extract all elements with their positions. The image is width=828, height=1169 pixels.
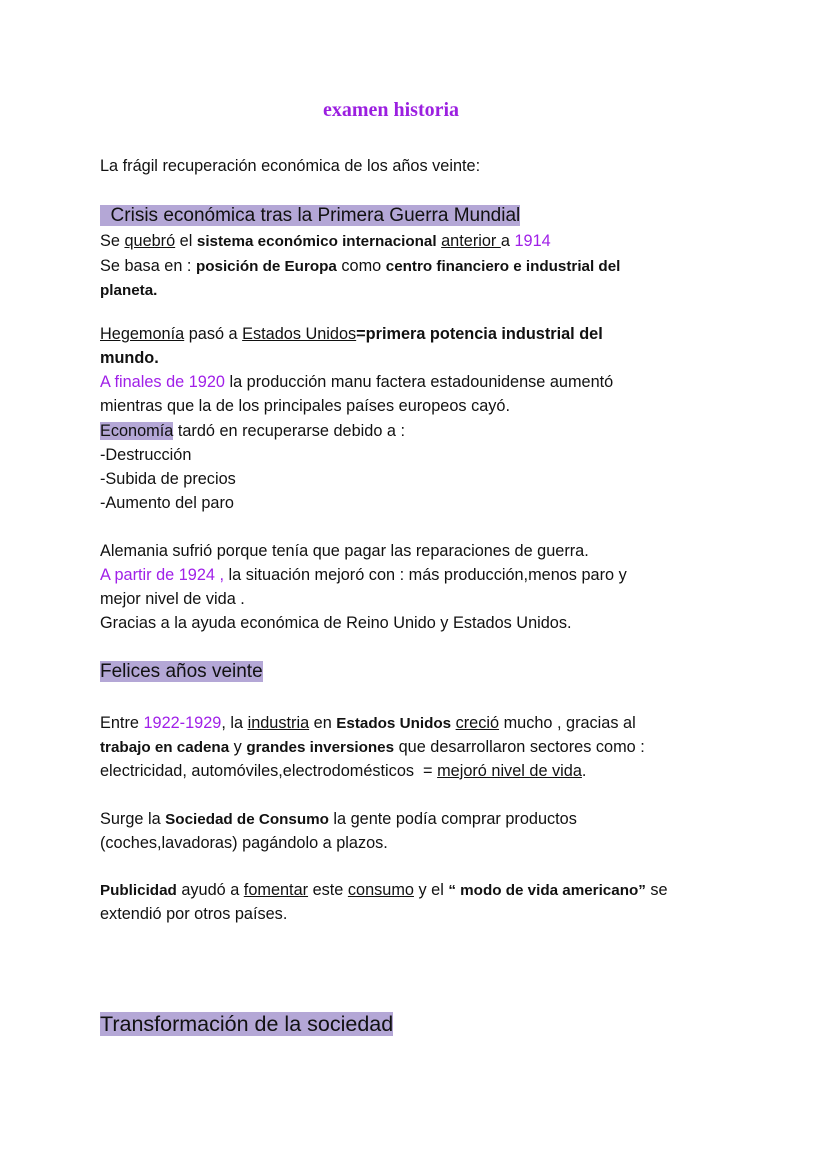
highlighted-text: Felices años veinte xyxy=(100,661,263,682)
bold-text: Sociedad de Consumo xyxy=(165,811,329,828)
purple-text: A finales de 1920 xyxy=(100,373,225,391)
text-line xyxy=(100,419,405,443)
text-line xyxy=(100,711,636,735)
bold-text: mundo. xyxy=(100,349,159,367)
underlined-text: quebró xyxy=(124,232,176,250)
text-line xyxy=(100,878,668,902)
text-segment: ayudó a xyxy=(176,881,244,899)
underlined-text: industria xyxy=(247,714,310,732)
underlined-text: mejoró nivel de vida xyxy=(437,762,582,780)
text-line xyxy=(100,563,627,587)
text-segment: este xyxy=(308,881,348,899)
underlined-text: consumo xyxy=(347,881,414,899)
text-line xyxy=(100,322,603,346)
text-segment: Gracias a la ayuda económica de Reino Unido y Estados Unidos. xyxy=(100,614,572,632)
text-line xyxy=(100,759,586,783)
bold-text: =primera potencia industrial del xyxy=(356,325,603,343)
text-segment: -Destrucción xyxy=(100,446,192,464)
text-segment: la situación mejoró con : más producción,menos paro y xyxy=(224,566,627,584)
bold-text: grandes inversiones xyxy=(246,739,395,756)
highlighted-text: Economía xyxy=(100,422,174,440)
bold-text: Estados Unidos xyxy=(336,715,452,732)
text-line xyxy=(100,587,245,611)
purple-text: A partir de 1924 , xyxy=(100,566,225,584)
bold-text: sistema económico internacional xyxy=(196,233,437,250)
text-segment: , la xyxy=(221,714,248,732)
text-segment: la producción manu factera estadounidense aumentó xyxy=(224,373,614,391)
highlighted-text: Crisis económica tras la Primera Guerra Mundial xyxy=(100,205,521,226)
text-segment: Se xyxy=(100,232,125,250)
text-line xyxy=(100,394,510,418)
text-segment: Alemania sufrió porque tenía que pagar las reparaciones de guerra. xyxy=(100,542,589,560)
bold-text: “ modo de vida americano” xyxy=(448,882,646,899)
underlined-text: fomentar xyxy=(243,881,309,899)
text-segment: . xyxy=(581,762,587,780)
text-line xyxy=(100,229,551,253)
text-line xyxy=(100,154,480,178)
bold-text: posición de Europa xyxy=(195,258,337,275)
bold-text: trabajo en cadena xyxy=(100,739,230,756)
text-line xyxy=(100,370,613,394)
text-segment: a xyxy=(500,232,515,250)
text-segment: mucho , gracias al xyxy=(499,714,636,732)
text-segment: que desarrollaron sectores como : xyxy=(394,738,645,756)
text-line xyxy=(100,611,572,635)
text-segment: y el xyxy=(413,881,449,899)
text-segment: extendió por otros países. xyxy=(100,905,288,923)
purple-text: 1922-1929 xyxy=(143,714,222,732)
text-segment: Entre xyxy=(100,714,144,732)
section-heading xyxy=(100,204,520,228)
text-line xyxy=(100,735,645,759)
bold-text: centro financiero e industrial del xyxy=(385,258,621,275)
text-line xyxy=(100,831,388,855)
text-line xyxy=(100,807,577,831)
text-segment: la gente podía comprar productos xyxy=(328,810,577,828)
text-segment: como xyxy=(336,257,386,275)
text-segment: pasó a xyxy=(184,325,243,343)
bold-text: Publicidad xyxy=(100,882,177,899)
text-segment: Se basa en : xyxy=(100,257,196,275)
text-line xyxy=(100,443,191,467)
text-segment: -Aumento del paro xyxy=(100,494,234,512)
text-segment: tardó en recuperarse debido a : xyxy=(173,422,406,440)
underlined-text: Hegemonía xyxy=(100,325,185,343)
section-heading xyxy=(100,1010,393,1038)
text-line xyxy=(100,902,287,926)
text-segment: Surge la xyxy=(100,810,166,828)
text-segment: y xyxy=(229,738,247,756)
text-line xyxy=(100,278,157,302)
bold-text: planeta. xyxy=(100,282,158,299)
highlighted-text: Transformación de la sociedad xyxy=(100,1012,394,1036)
text-segment: (coches,lavadoras) pagándolo a plazos. xyxy=(100,834,388,852)
text-segment: mientras que la de los principales países europeos cayó. xyxy=(100,397,510,415)
underlined-text: creció xyxy=(455,714,500,732)
underlined-text: Estados Unidos xyxy=(242,325,357,343)
text-segment: -Subida de precios xyxy=(100,470,236,488)
purple-text: 1914 xyxy=(514,232,551,250)
text-line xyxy=(100,467,236,491)
text-segment: se xyxy=(645,881,668,899)
document-title: examen historia xyxy=(322,99,460,121)
text-line xyxy=(100,346,159,370)
text-line xyxy=(100,254,620,278)
text-segment: electricidad, automóviles,electrodomésticos = xyxy=(100,762,438,780)
text-segment: el xyxy=(175,232,197,250)
underlined-text: anterior xyxy=(441,232,501,250)
text-line xyxy=(100,539,589,563)
text-segment: mejor nivel de vida . xyxy=(100,590,245,608)
text-segment: en xyxy=(309,714,337,732)
text-line xyxy=(100,491,234,515)
section-heading xyxy=(100,660,263,684)
text-segment: La frágil recuperación económica de los años veinte: xyxy=(100,157,481,175)
